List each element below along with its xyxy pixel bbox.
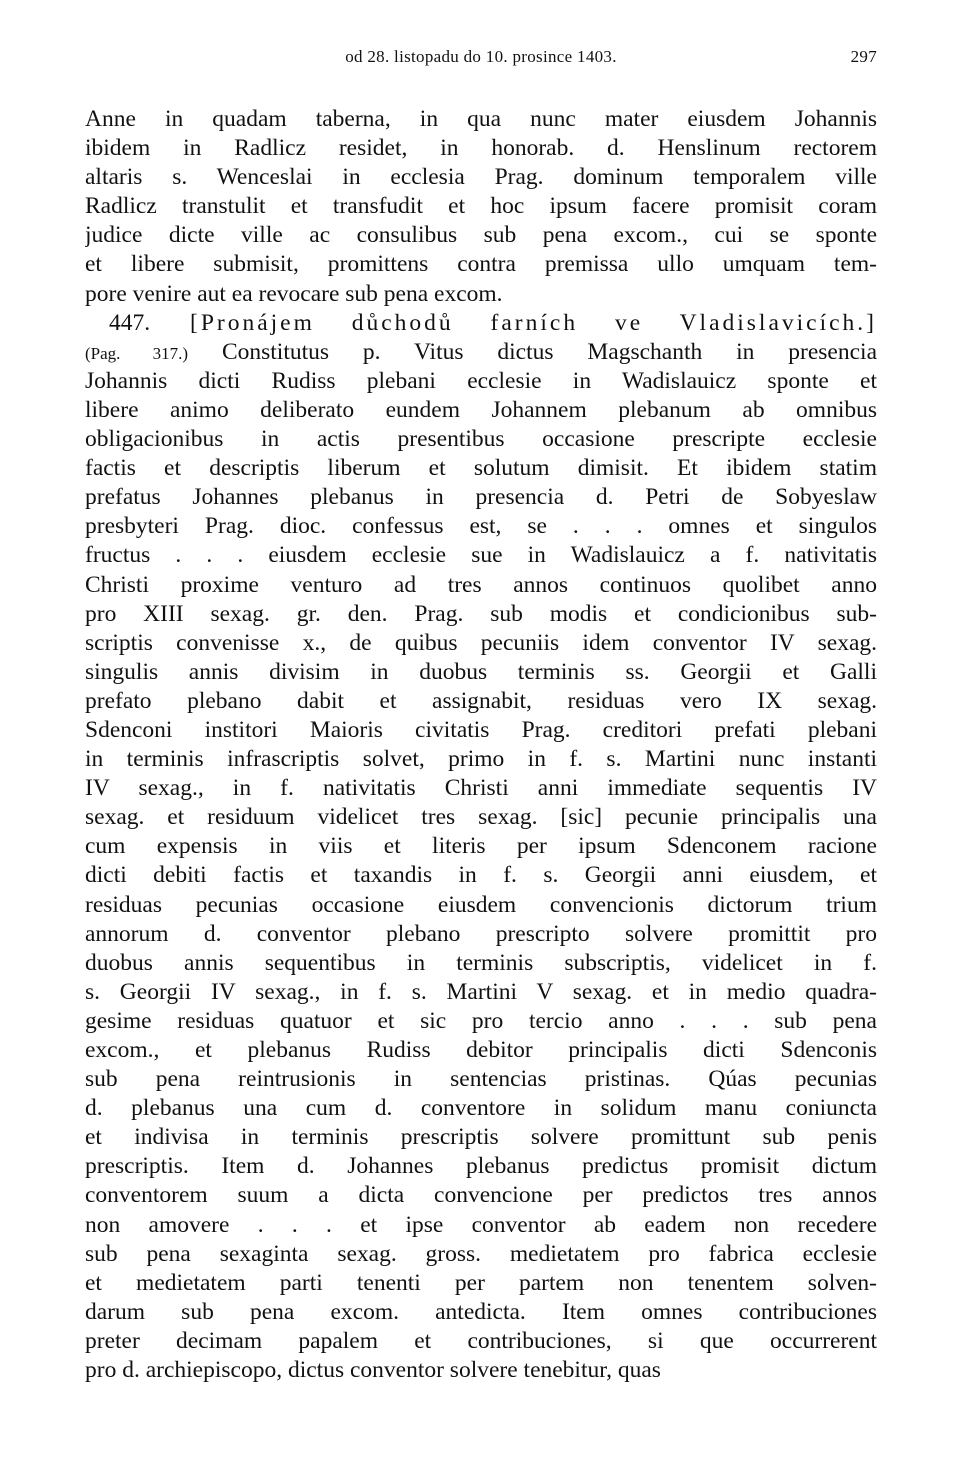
paragraph-anne bbox=[85, 105, 877, 309]
paragraph-vitus bbox=[85, 367, 877, 1385]
entry-first-line bbox=[85, 338, 877, 367]
text-line: libere animo deliberato eundem Johannem plebanum ab omnibus bbox=[85, 396, 877, 423]
text-line: judice dicte ville ac consulibus sub pena excom., cui se sponte bbox=[85, 222, 877, 249]
text-line: singulis annis divisim in duobus terminis ss. Georgii et Galli bbox=[85, 658, 877, 685]
text-line: factis et descriptis liberum et solutum dimisit. Et ibidem statim bbox=[85, 455, 877, 482]
text-line: fructus . . . eiusdem ecclesie sue in Wadislauicz a f. nativitatis bbox=[85, 542, 877, 569]
text-line: preter decimam papalem et contribuciones, si que occurrerent bbox=[85, 1327, 877, 1354]
text-line: pro d. archiepiscopo, dictus conventor solvere tenebitur, quas bbox=[85, 1357, 661, 1384]
text-line: annorum d. conventor plebano prescripto solvere promittit pro bbox=[85, 920, 877, 947]
text-line: dicti debiti factis et taxandis in f. s. Georgii anni eiusdem, et bbox=[85, 862, 877, 889]
text-line: sub pena reintrusionis in sentencias pristinas. Qúas pecunias bbox=[85, 1066, 877, 1093]
text-line: prescriptis. Item d. Johannes plebanus predictus promisit dictum bbox=[85, 1153, 877, 1180]
text-line: obligacionibus in actis presentibus occasione prescripte ecclesie bbox=[85, 426, 877, 453]
text-line: duobus annis sequentibus in terminis subscriptis, videlicet in f. bbox=[85, 949, 877, 976]
text-line: ibidem in Radlicz residet, in honorab. d. Henslinum rectorem bbox=[85, 135, 877, 162]
text-line: et medietatem parti tenenti per partem non tenentem solven- bbox=[85, 1269, 877, 1296]
running-head bbox=[85, 47, 877, 71]
text-line: residuas pecunias occasione eiusdem convencionis dictorum trium bbox=[85, 891, 877, 918]
text-line: pro XIII sexag. gr. den. Prag. sub modis et condicionibus sub- bbox=[85, 600, 877, 627]
text-line: et libere submisit, promittens contra premissa ullo umquam tem- bbox=[85, 251, 877, 278]
text-line: non amovere . . . et ipse conventor ab eadem non recedere bbox=[85, 1211, 877, 1238]
text-line: gesime residuas quatuor et sic pro tercio anno . . . sub pena bbox=[85, 1007, 877, 1034]
text-line: prefato plebano dabit et assignabit, residuas vero IX sexag. bbox=[85, 687, 877, 714]
text-line: scriptis convenisse x., de quibus pecuniis idem conventor IV sexag. bbox=[85, 629, 877, 656]
text-line: cum expensis in viis et literis per ipsum Sdenconem racione bbox=[85, 833, 877, 860]
text-line: conventorem suum a dicta convencione per predictos tres annos bbox=[85, 1182, 877, 1209]
text-line: presbyteri Prag. dioc. confessus est, se . . . omnes et singulos bbox=[85, 513, 877, 540]
page-number: 297 bbox=[850, 47, 877, 66]
entry-number: 447. bbox=[109, 309, 151, 336]
text-line: in terminis infrascriptis solvet, primo in f. s. Martini nunc instanti bbox=[85, 746, 877, 773]
entry-first-line-text: Constitutus p. Vitus dictus Magschanth in presencia bbox=[221, 338, 877, 365]
text-line: IV sexag., in f. nativitatis Christi anni immediate sequentis IV bbox=[85, 775, 877, 802]
text-line: darum sub pena excom. antedicta. Item omnes contribuciones bbox=[85, 1298, 877, 1325]
text-line: altaris s. Wenceslai in ecclesia Prag. dominum temporalem ville bbox=[85, 164, 877, 191]
text-line: Radlicz transtulit et transfudit et hoc ipsum facere promisit coram bbox=[85, 193, 877, 220]
entry-title: [Pronájem důchodů farních ve Vladislavicích.] bbox=[190, 309, 877, 336]
page-reference: (Pag. 317.) bbox=[85, 343, 189, 363]
text-line: prefatus Johannes plebanus in presencia d. Petri de Sobyeslaw bbox=[85, 484, 877, 511]
text-line: Sdenconi institori Maioris civitatis Prag. creditori prefati plebani bbox=[85, 716, 877, 743]
text-line: pore venire aut ea revocare sub pena excom. bbox=[85, 280, 503, 307]
text-line: sub pena sexaginta sexag. gross. medietatem pro fabrica ecclesie bbox=[85, 1240, 877, 1267]
entry-heading bbox=[85, 309, 877, 338]
text-line: d. plebanus una cum d. conventore in solidum manu coniuncta bbox=[85, 1095, 877, 1122]
text-line: Christi proxime venturo ad tres annos continuos quolibet anno bbox=[85, 571, 877, 598]
text-line: Anne in quadam taberna, in qua nunc mater eiusdem Johannis bbox=[85, 106, 877, 132]
text-line: Johannis dicti Rudiss plebani ecclesie in Wadislauicz sponte et bbox=[85, 367, 877, 394]
running-title: od 28. listopadu do 10. prosince 1403. bbox=[345, 47, 617, 66]
body-text bbox=[85, 105, 877, 1385]
text-line: excom., et plebanus Rudiss debitor principalis dicti Sdenconis bbox=[85, 1037, 877, 1063]
text-line: s. Georgii IV sexag., in f. s. Martini V sexag. et in medio quadra- bbox=[85, 978, 877, 1005]
text-line: et indivisa in terminis prescriptis solvere promittunt sub penis bbox=[85, 1124, 877, 1151]
text-line: sexag. et residuum videlicet tres sexag. [sic] pecunie principalis una bbox=[85, 804, 877, 831]
